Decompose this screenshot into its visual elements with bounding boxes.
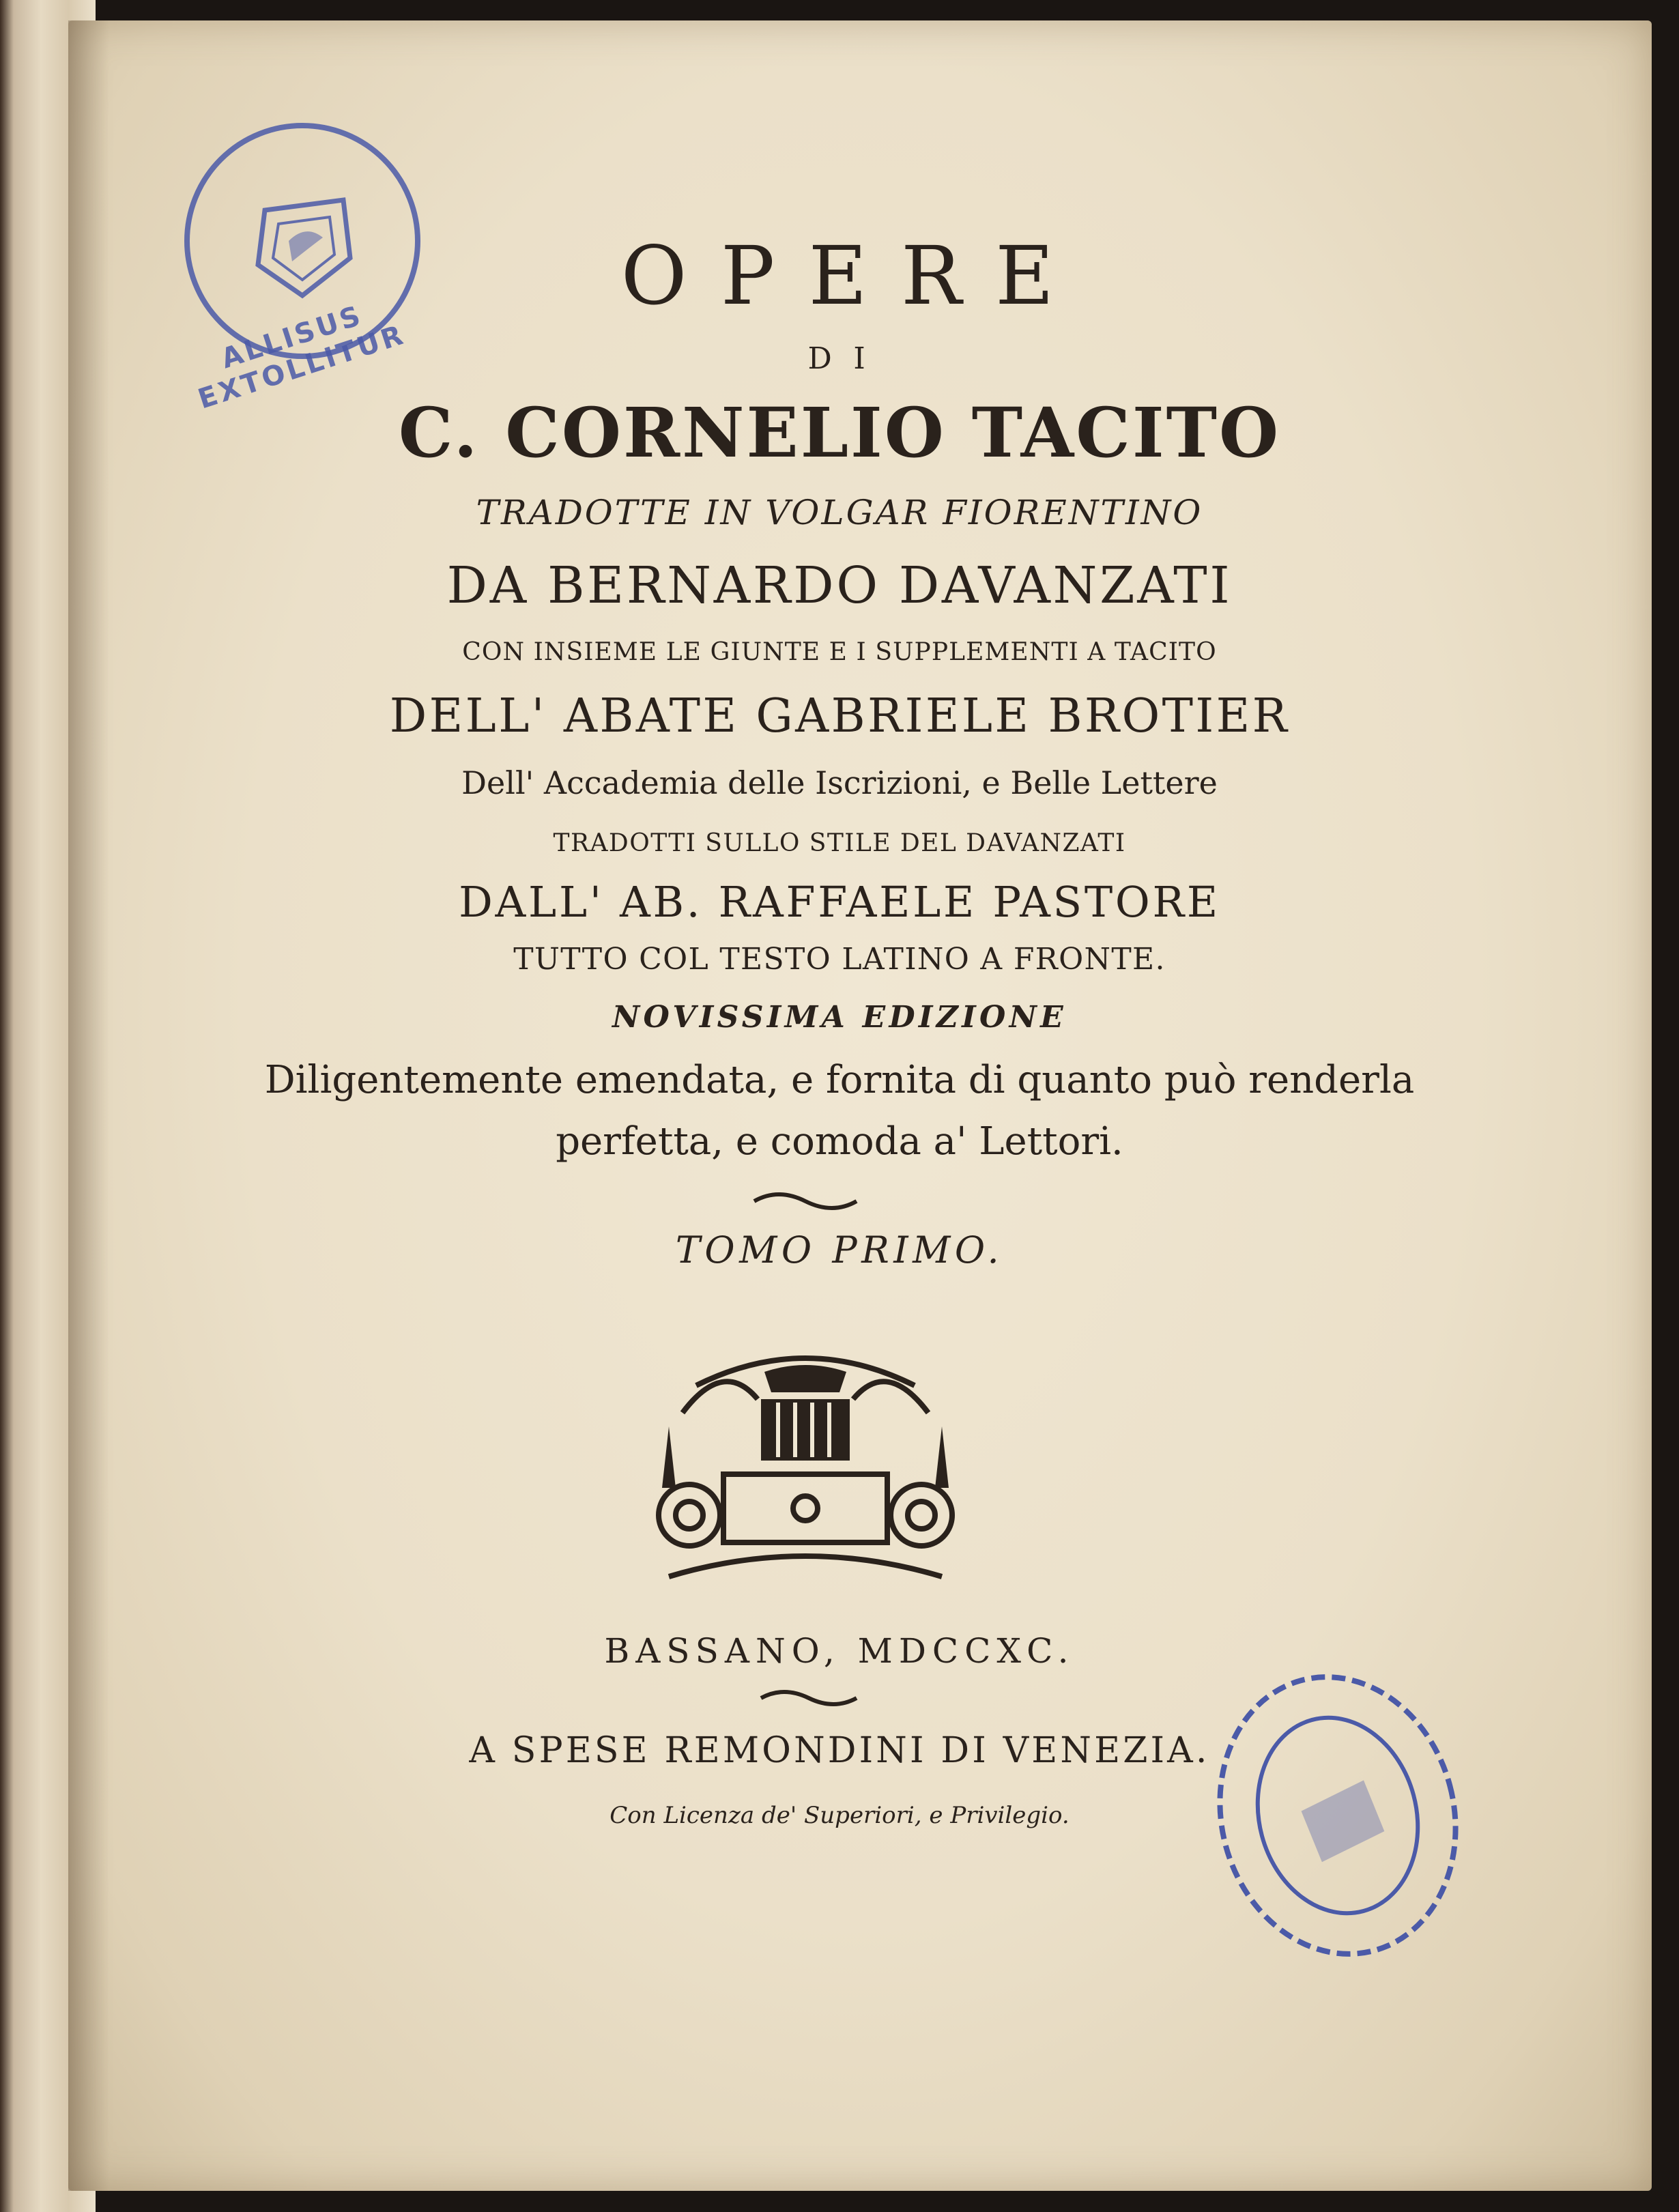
title-di: D I: [807, 341, 872, 376]
title-author: C. CORNELIO TACITO: [398, 392, 1281, 473]
title-tradotte: TRADOTTE IN VOLGAR FIORENTINO: [476, 493, 1203, 532]
title-abate: DELL' ABATE GABRIELE BROTIER: [389, 689, 1290, 743]
imprint-place-date: BASSANO, MDCCXC.: [604, 1631, 1075, 1671]
imprint-publisher: A SPESE REMONDINI DI VENEZIA.: [469, 1730, 1210, 1771]
title-tradotti: TRADOTTI SULLO STILE DEL DAVANZATI: [553, 829, 1126, 857]
title-translator: DA BERNARDO DAVANZATI: [446, 556, 1233, 615]
title-tomo: TOMO PRIMO.: [675, 1229, 1004, 1272]
title-diligente-1: Diligentemente emendata, e fornita di quanto può renderla: [264, 1058, 1415, 1102]
urn-vignette-icon: [642, 1317, 969, 1604]
title-edizione: NOVISSIMA EDIZIONE: [612, 1000, 1067, 1035]
swash-rule-icon-2: [758, 1686, 860, 1710]
title-testo: TUTTO COL TESTO LATINO A FRONTE.: [513, 942, 1166, 977]
title-opere: O P E R E: [620, 229, 1059, 323]
title-accademia: Dell' Accademia delle Iscrizioni, e Belle Lettere: [461, 764, 1218, 801]
imprint-licenza: Con Licenza de' Superiori, e Privilegio.: [609, 1802, 1070, 1829]
title-con-insieme: CON INSIEME LE GIUNTE E I SUPPLEMENTI A TACITO: [462, 638, 1217, 666]
stamp-motto: ALLISUS EXTOLLITUR: [194, 300, 410, 416]
swash-rule-icon: [751, 1188, 860, 1215]
title-pastore: DALL' AB. RAFFAELE PASTORE: [459, 877, 1220, 927]
title-diligente-2: perfetta, e comoda a' Lettori.: [556, 1119, 1123, 1164]
